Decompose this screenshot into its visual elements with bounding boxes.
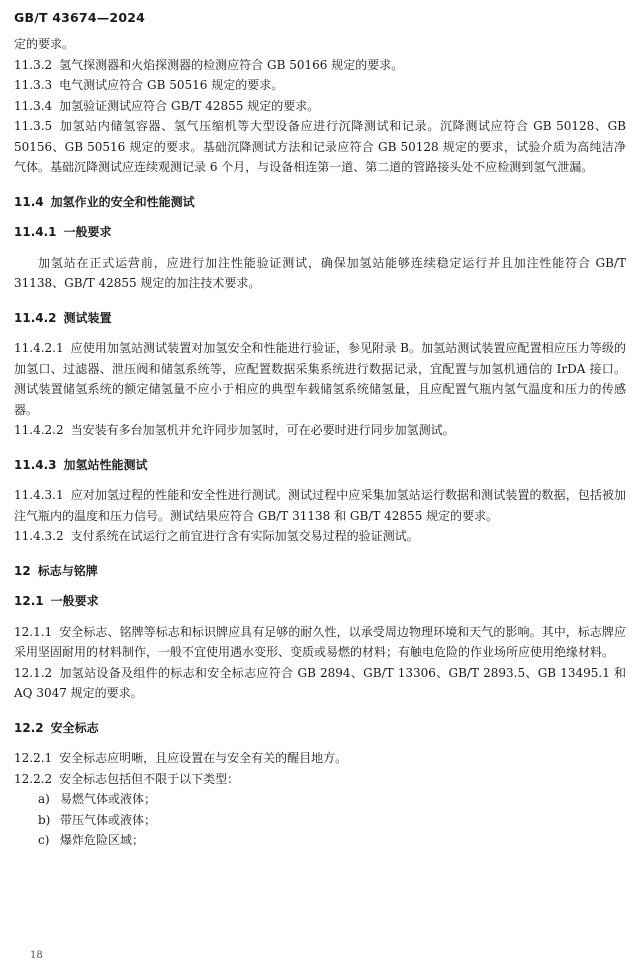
clause-number: 12.2.1 xyxy=(14,751,53,765)
list-label: c) xyxy=(38,833,50,847)
section-heading-11-4-1 xyxy=(14,222,626,243)
clause-number: 11.4.3.2 xyxy=(14,529,64,543)
section-title: 一般要求 xyxy=(63,225,112,239)
clause-11-4-3-2 xyxy=(14,526,626,547)
section-title: 加氢站性能测试 xyxy=(63,457,148,472)
clause-11-3-4 xyxy=(14,96,626,117)
clause-text: 支付系统在试运行之前宜进行含有实际加氢交易过程的验证测试。 xyxy=(70,529,419,543)
list-text: 易燃气体或液体； xyxy=(60,792,157,806)
clause-11-3-2 xyxy=(14,55,626,76)
clause-text: 安全标志包括但不限于以下类型： xyxy=(59,771,240,786)
clause-number: 11.3.2 xyxy=(14,57,53,72)
clause-number: 12.2.2 xyxy=(14,771,53,786)
section-number: 11.4.1 xyxy=(14,225,57,239)
clause-text: 安全标志、铭牌等标志和标识牌应具有足够的耐久性，以承受周边物理环境和天气的影响。其中，标志牌应采用坚固耐用的材料制作，一般不宜使用遇水变形、变质或易燃的材料；有触电危险的作业场所应使用绝缘材料。 xyxy=(14,624,626,659)
clause-11-3-5 xyxy=(14,116,626,178)
list-label: b) xyxy=(38,812,51,827)
list-item xyxy=(14,830,626,851)
clause-text: 应对加氢过程的性能和安全性进行测试。测试过程中应采集加氢站运行数据和测试装置的数据，包括被加注气瓶内的温度和压力信号。测试结果应符合 GB/T 31138 和 GB/T 42855 规定的要求。 xyxy=(14,488,626,523)
clause-11-4-3-1 xyxy=(14,485,626,526)
section-heading-11-4 xyxy=(14,192,626,213)
clause-number: 11.3.3 xyxy=(14,78,53,92)
clause-number: 12.1.2 xyxy=(14,665,53,680)
clause-text: 加氢站内储氢容器、氢气压缩机等大型设备应进行沉降测试和记录。沉降测试应符合 GB 50128、GB 50156、GB 50516 规定的要求。基础沉降测试方法和记录应符合 GB 50128 规定的要求，试验介质为高纯洁净气体。基础沉降测试应连续观测记录 6 个月，与设备相连第一道、第二道的管路接头处不应检测到氢气泄漏。 xyxy=(14,119,626,174)
section-heading-11-4-3 xyxy=(14,455,626,476)
page-number: 18 xyxy=(30,950,43,961)
clause-text: 应使用加氢站测试装置对加氢安全和性能进行验证，参见附录 B。加氢站测试装置应配置相应压力等级的加氢口、过滤器、泄压阀和储氢系统等，应配置数据采集系统进行数据记录，宜配置与加氢机通信的 IrDA 接口。测试装置储氢系统的额定储氢量不应小于相应的典型车载储氢系统储氢量，且应配置气瓶内氢气温度和压力的传感器。 xyxy=(14,341,626,417)
section-title: 加氢作业的安全和性能测试 xyxy=(50,194,195,209)
section-heading-11-4-2 xyxy=(14,308,626,329)
section-number: 12.2 xyxy=(14,720,44,735)
paragraph-continuation: 定的要求。 xyxy=(14,37,75,51)
clause-number: 11.3.5 xyxy=(14,119,53,133)
list-text: 爆炸危险区域； xyxy=(60,833,145,847)
clause-12-1-2 xyxy=(14,663,626,704)
clause-11-4-2-2 xyxy=(14,420,626,441)
clause-text: 加氢站设备及组件的标志和安全标志应符合 GB 2894、GB/T 13306、GB/T 2893.5、GB 13495.1 和 AQ 3047 规定的要求。 xyxy=(14,665,626,700)
list-item xyxy=(14,810,626,831)
section-heading-12-1 xyxy=(14,591,626,612)
clause-11-3-3 xyxy=(14,75,626,96)
section-number: 11.4 xyxy=(14,194,44,209)
chapter-heading-12 xyxy=(14,561,626,582)
clause-12-2-2 xyxy=(14,769,626,790)
clause-text: 加氢验证测试应符合 GB/T 42855 规定的要求。 xyxy=(59,98,320,113)
clause-text: 安全标志应明晰，且应设置在与安全有关的醒目地方。 xyxy=(59,751,348,765)
document-body xyxy=(14,34,626,851)
clause-number: 11.4.2.2 xyxy=(14,423,64,437)
list-item xyxy=(14,789,626,810)
list-text: 带压气体或液体； xyxy=(60,812,157,827)
clause-text: 电气测试应符合 GB 50516 规定的要求。 xyxy=(59,78,284,92)
chapter-title: 标志与铭牌 xyxy=(37,563,98,578)
section-number: 12.1 xyxy=(14,594,44,608)
clause-text: 当安装有多台加氢机并允许同步加氢时，可在必要时进行同步加氢测试。 xyxy=(70,423,455,437)
clause-number: 11.4.2.1 xyxy=(14,341,64,355)
clause-number: 11.4.3.1 xyxy=(14,488,64,502)
paragraph-11-4-1: 加氢站在正式运营前，应进行加注性能验证测试，确保加氢站能够连续稳定运行并且加注性能符合 GB/T 31138、GB/T 42855 规定的加注技术要求。 xyxy=(14,255,626,290)
clause-text: 氢气探测器和火焰探测器的检测应符合 GB 50166 规定的要求。 xyxy=(59,57,404,72)
clause-11-4-2-1 xyxy=(14,338,626,420)
clause-number: 12.1.1 xyxy=(14,624,53,639)
section-number: 11.4.2 xyxy=(14,310,57,325)
clause-number: 11.3.4 xyxy=(14,98,53,113)
clause-12-1-1 xyxy=(14,622,626,663)
section-title: 测试装置 xyxy=(63,310,112,325)
section-heading-12-2 xyxy=(14,718,626,739)
chapter-number: 12 xyxy=(14,563,31,578)
section-title: 一般要求 xyxy=(50,594,99,608)
section-title: 安全标志 xyxy=(50,720,99,735)
section-number: 11.4.3 xyxy=(14,457,57,472)
list-label: a) xyxy=(38,792,50,806)
standard-id-header: GB/T 43674—2024 xyxy=(14,10,146,25)
clause-12-2-1 xyxy=(14,748,626,769)
